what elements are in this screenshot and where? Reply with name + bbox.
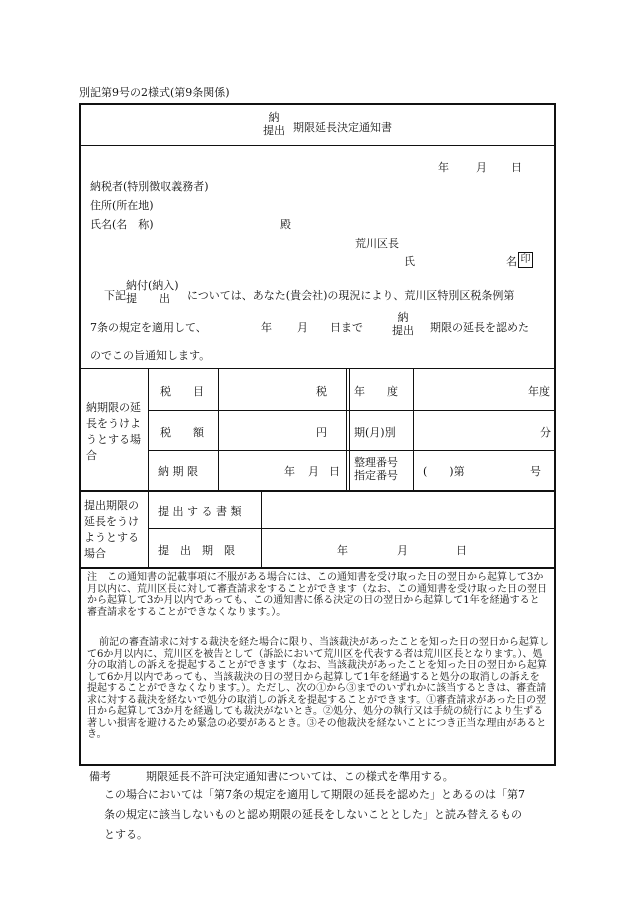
deadline-type-stack	[392, 311, 414, 337]
tax-amount-value: 円	[316, 426, 327, 439]
submission-day: 日	[456, 544, 467, 557]
deadline-type-bottom: 提出	[392, 324, 414, 337]
due-date-month: 月	[308, 465, 319, 478]
issuer-office: 荒川区長	[355, 237, 399, 250]
remarks-label: 備考	[89, 770, 111, 783]
title-top: 納	[268, 111, 280, 124]
divider	[218, 368, 219, 490]
submission-deadline-label: 提 出 期 限	[158, 544, 235, 557]
notice-paragraph-2: 前記の審査請求に対する裁決を経た場合に限り、当該裁決があったことを知った日の翌日から起算して6か月以内に、荒川区を被告として（訴訟において荒川区を代表する者は荒川区長となります。）、処分の取消しの訴えを提起することができます（なお、当該裁決があったことを知った日の翌日から起算して6か月以内であっても、当該裁決の日の翌日から起算して1年を経過すると処分の取消しの訴えを提起することができなくなります。）。ただし、次の①から③までのいずれかに該当するときは、審査請求に対する裁決を経ないで処分の取消しの訴えを提起することができます。①審査請求があった日の翌日から起算して3か月を経過しても裁決がないとき。②処分、処分の執行又は手続の続行により生ずる著しい損害を避けるため緊急の必要があるとき。③その他裁決を経ないことにつき正当な理由があるとき。	[87, 637, 549, 740]
payment-type-stack	[126, 279, 179, 305]
page-title: 期限延長決定通知書	[293, 121, 392, 134]
due-date-year: 年	[284, 465, 295, 478]
submission-section-label: 提出期限の延長をうけようとする場合	[84, 499, 139, 560]
ref-number-value-b: 号	[530, 465, 541, 478]
tax-amount-label: 税 額	[160, 426, 204, 439]
body-line2-year: 年	[261, 321, 272, 334]
tax-item-value: 税	[316, 385, 327, 398]
body-line2-day: 日まで	[330, 321, 363, 334]
date-year: 年	[438, 161, 449, 174]
payment-type-top: 納付(納入)	[126, 279, 179, 292]
divider	[80, 145, 555, 146]
divider	[80, 490, 555, 492]
documents-label: 提 出 す る 書 類	[158, 505, 242, 518]
payment-type-bottom: 提 出	[126, 292, 170, 305]
body-line1: については、あなた(貴会社)の現況により、荒川区特別区税条例第	[187, 289, 515, 302]
name-label: 氏名(名 称)	[90, 218, 154, 231]
date-day: 日	[511, 161, 522, 174]
body-pre: 下記	[104, 289, 126, 302]
form-number-label: 別記第9号の2様式(第9条関係)	[79, 86, 230, 99]
ref-number-top: 整理番号	[354, 456, 398, 469]
submission-month: 月	[397, 544, 408, 557]
body-line2-post: 期限の延長を認めた	[430, 321, 529, 334]
tax-item-label: 税 目	[160, 385, 204, 398]
notice-paragraph-1: 注 この通知書の記載事項に不服がある場合には、この通知書を受け取った日の翌日から起算して3か月以内に、荒川区長に対して審査請求をすることができます（なお、この通知書を受け取った日の翌日から起算して3か月以内であっても、この通知書に係る決定の日の翌日から起算して1年を経過すると審査請求をすることができなくなります。）。	[87, 572, 547, 618]
issuer-shi: 氏	[404, 255, 415, 268]
divider	[349, 368, 350, 490]
divider	[148, 450, 555, 451]
divider	[148, 368, 149, 567]
body-line2-a: 7条の規定を適用して、	[90, 321, 207, 334]
divider	[148, 528, 555, 529]
divider	[413, 368, 414, 490]
address-label: 住所(所在地)	[90, 199, 154, 212]
fiscal-year-label: 年 度	[354, 385, 398, 398]
fiscal-year-value: 年度	[528, 385, 550, 398]
ref-number-bottom: 指定番号	[354, 469, 398, 482]
deadline-type-top: 納	[397, 311, 409, 324]
payment-section-label: 納期限の延長をうけようとする場合	[86, 401, 141, 462]
remarks-line-1: 期限延長不許可決定通知書については、この様式を準用する。	[146, 770, 454, 783]
divider	[80, 567, 555, 569]
divider	[80, 368, 555, 369]
remarks-line-2: この場合においては「第7条の規定を適用して期限の延長を認めた」とあるのは「第7	[104, 788, 525, 801]
submission-year: 年	[337, 544, 348, 557]
ref-number-stack	[354, 456, 398, 482]
body-line3: のでこの旨通知します。	[90, 349, 211, 362]
divider	[346, 368, 347, 490]
ref-number-value-a: ( )第	[423, 465, 465, 478]
date-month: 月	[476, 161, 487, 174]
taxpayer-label: 納税者(特別徴収義務者)	[90, 180, 209, 193]
title-bottom: 提出	[263, 124, 285, 137]
period-value: 分	[540, 426, 551, 439]
title-stack	[263, 111, 285, 137]
remarks-line-4: とする。	[104, 828, 148, 841]
due-date-day: 日	[329, 465, 340, 478]
divider	[148, 410, 555, 411]
body-line2-month: 月	[297, 321, 308, 334]
period-label: 期(月)別	[354, 426, 396, 439]
honorific: 殿	[280, 218, 291, 231]
divider	[261, 490, 262, 567]
seal-icon: 印	[518, 252, 533, 268]
due-date-label: 納 期 限	[158, 465, 198, 478]
issuer-mei: 名	[506, 255, 517, 268]
remarks-line-3: 条の規定に該当しないものと認め期限の延長をしないこととした」と読み替えるもの	[104, 808, 522, 821]
